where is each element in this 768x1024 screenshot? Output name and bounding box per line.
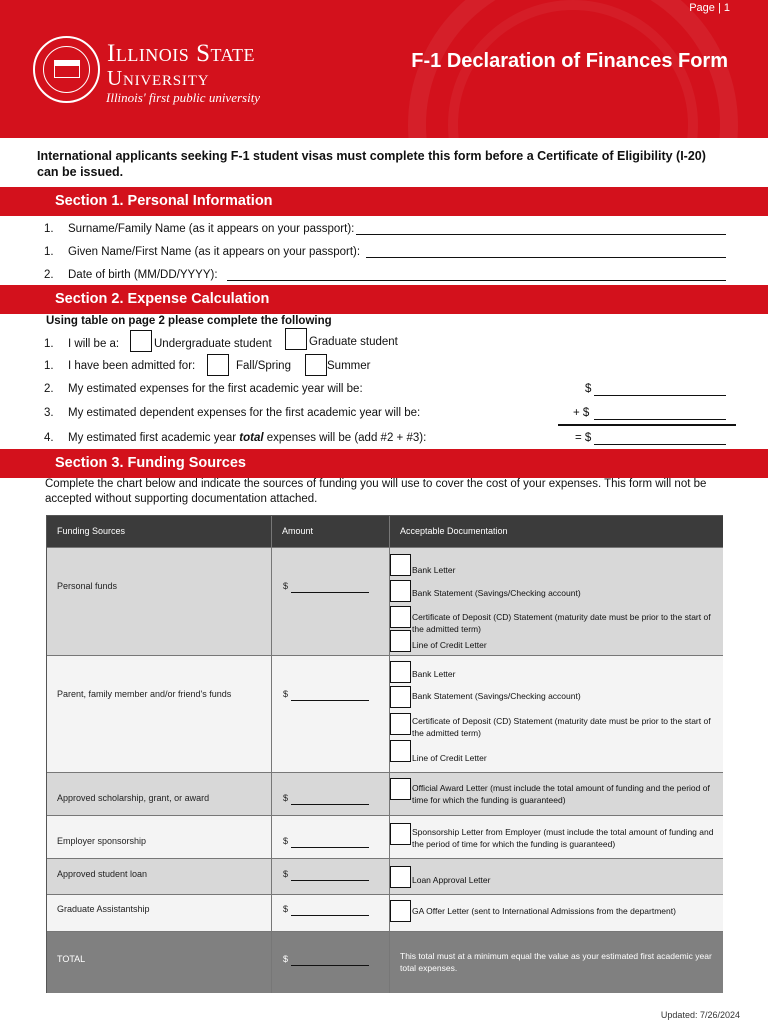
doc-label: Bank Letter [412,669,456,679]
total-expenses-field[interactable] [594,444,726,445]
total-label-pre: My estimated first academic year [68,432,240,444]
summer-checkbox[interactable] [305,354,327,376]
given-name-field[interactable] [366,257,726,258]
header-banner [0,0,768,138]
amount-field[interactable] [291,880,369,881]
expenses-currency: $ [585,383,592,395]
graduate-label: Graduate student [309,336,398,348]
item-number: 3. [44,407,54,419]
doc-checkbox[interactable] [390,866,411,888]
doc-checkbox[interactable] [390,580,411,602]
doc-checkbox[interactable] [390,630,411,652]
table-row-source [47,895,272,932]
doc-checkbox[interactable] [390,713,411,735]
total-row-label [47,932,272,993]
source-label: Approved scholarship, grant, or award [57,793,210,803]
doc-checkbox[interactable] [390,823,411,845]
intro-text: International applicants seeking F-1 student visas must complete this form before a Certificate of Eligibility (I-20) can be issued. [37,149,706,179]
doc-checkbox[interactable] [390,740,411,762]
given-name-row [44,244,360,260]
funding-table [46,515,723,993]
doc-label: GA Offer Letter (sent to International Admissions from the department) [412,906,676,916]
currency-symbol: $ [283,689,289,699]
page-number: Page | 1 [689,2,730,14]
item-number: 1. [44,338,54,350]
fall-spring-checkbox[interactable] [207,354,229,376]
source-label: Employer sponsorship [57,836,147,846]
student-type-label: I will be a: [68,338,120,350]
student-type-row [44,336,119,352]
table-row-docs [390,895,723,932]
item-number: 2. [44,269,54,281]
total-expenses-row [44,430,426,446]
currency-symbol: $ [283,581,289,591]
admitted-term-label: I have been admitted for: [68,360,196,372]
doc-label: Certificate of Deposit (CD) Statement (maturity date must be prior to the start of the admitted term) [412,716,711,738]
undergraduate-checkbox[interactable] [130,330,152,352]
section2-subtitle: Using table on page 2 please complete the following [46,315,332,327]
doc-label: Bank Statement (Savings/Checking account) [412,691,581,701]
surname-field[interactable] [356,234,726,235]
undergraduate-label: Undergraduate student [154,338,272,350]
source-label: Graduate Assistantship [57,904,150,914]
section2-title: Section 2. Expense Calculation [0,285,768,314]
expenses-label: My estimated expenses for the first academic year will be: [68,383,363,395]
dependent-expenses-row [44,405,420,421]
total-currency: = $ [575,432,592,444]
admitted-term-row [44,358,195,374]
total-label-post: expenses will be (add #2 + #3): [263,432,427,444]
header-amount: Amount [272,516,390,548]
table-row-source [47,548,272,656]
section3-title: Section 3. Funding Sources [0,449,768,478]
total-row-note [390,932,723,993]
doc-checkbox[interactable] [390,686,411,708]
source-label: Parent, family member and/or friend's funds [57,689,232,699]
doc-label: Official Award Letter (must include the total amount of funding and the period of time for which the funding is guaranteed) [412,783,710,805]
surname-label: Surname/Family Name (as it appears on your passport): [68,223,355,235]
table-row-amount [272,895,390,932]
table-row-amount [272,548,390,656]
amount-field[interactable] [291,915,369,916]
sum-rule [558,424,736,426]
table-row-amount [272,816,390,859]
dependent-currency: + $ [573,407,590,419]
section1-title: Section 1. Personal Information [0,187,768,216]
doc-label: Bank Statement (Savings/Checking account) [412,588,581,598]
currency-symbol: $ [283,954,289,964]
item-number: 1. [44,360,54,372]
source-label: Approved student loan [57,869,148,879]
table-row-docs [390,656,723,773]
doc-checkbox[interactable] [390,778,411,800]
table-row-docs [390,773,723,816]
section3-description: Complete the chart below and indicate the sources of funding you will use to cover the cost of your expenses. This form will not be accepted without supporting documentation attached. [45,478,707,505]
dob-label: Date of birth (MM/DD/YYYY): [68,269,218,281]
expenses-field[interactable] [594,395,726,396]
item-number: 4. [44,432,54,444]
doc-checkbox[interactable] [390,661,411,683]
university-name-line2: University [107,66,210,90]
table-row-amount [272,773,390,816]
doc-checkbox[interactable] [390,554,411,576]
currency-symbol: $ [283,904,289,914]
table-row-docs [390,859,723,895]
amount-field[interactable] [291,592,369,593]
table-row-source [47,816,272,859]
item-number: 1. [44,223,54,235]
university-seal-icon [33,36,100,103]
doc-label: Certificate of Deposit (CD) Statement (maturity date must be prior to the start of the admitted term) [412,612,711,634]
university-name-line1: Illinois State [107,40,256,67]
doc-label: Bank Letter [412,565,456,575]
doc-label: Line of Credit Letter [412,640,487,650]
table-row-amount [272,656,390,773]
source-label: Personal funds [57,581,118,591]
header-funding-sources: Funding Sources [47,516,272,548]
summer-label: Summer [327,360,371,372]
total-amount-field[interactable] [291,965,369,966]
currency-symbol: $ [283,836,289,846]
doc-label: Sponsorship Letter from Employer (must include the total amount of funding and the period of time for which the funding is guaranteed) [412,827,714,849]
item-number: 1. [44,246,54,258]
currency-symbol: $ [283,793,289,803]
total-row-amount [272,932,390,993]
dob-row [44,267,218,283]
item-number: 2. [44,383,54,395]
surname-row [44,221,354,237]
amount-field[interactable] [291,804,369,805]
expenses-row [44,381,363,397]
fall-spring-label: Fall/Spring [236,360,291,372]
table-row-source [47,656,272,773]
table-row-source [47,773,272,816]
table-row-amount [272,859,390,895]
form-title: F-1 Declaration of Finances Form [411,50,728,72]
university-tagline: Illinois' first public university [106,90,261,105]
currency-symbol: $ [283,869,289,879]
header-documentation: Acceptable Documentation [390,516,723,548]
table-row-source [47,859,272,895]
total-label-emphasis: total [239,432,264,444]
doc-checkbox[interactable] [390,900,411,922]
table-row-docs [390,548,723,656]
dob-field[interactable] [227,280,726,281]
total-label: TOTAL [57,954,86,964]
given-name-label: Given Name/First Name (as it appears on your passport): [68,246,361,258]
updated-date: Updated: 7/26/2024 [660,1010,740,1020]
total-note: This total must at a minimum equal the value as your estimated first academic year total expenses. [400,951,712,973]
graduate-checkbox[interactable] [285,328,307,350]
dependent-expenses-field[interactable] [594,419,726,420]
amount-field[interactable] [291,700,369,701]
doc-label: Loan Approval Letter [412,875,491,885]
amount-field[interactable] [291,847,369,848]
doc-label: Line of Credit Letter [412,753,487,763]
table-row-docs [390,816,723,859]
dependent-expenses-label: My estimated dependent expenses for the first academic year will be: [68,407,421,419]
doc-checkbox[interactable] [390,606,411,628]
